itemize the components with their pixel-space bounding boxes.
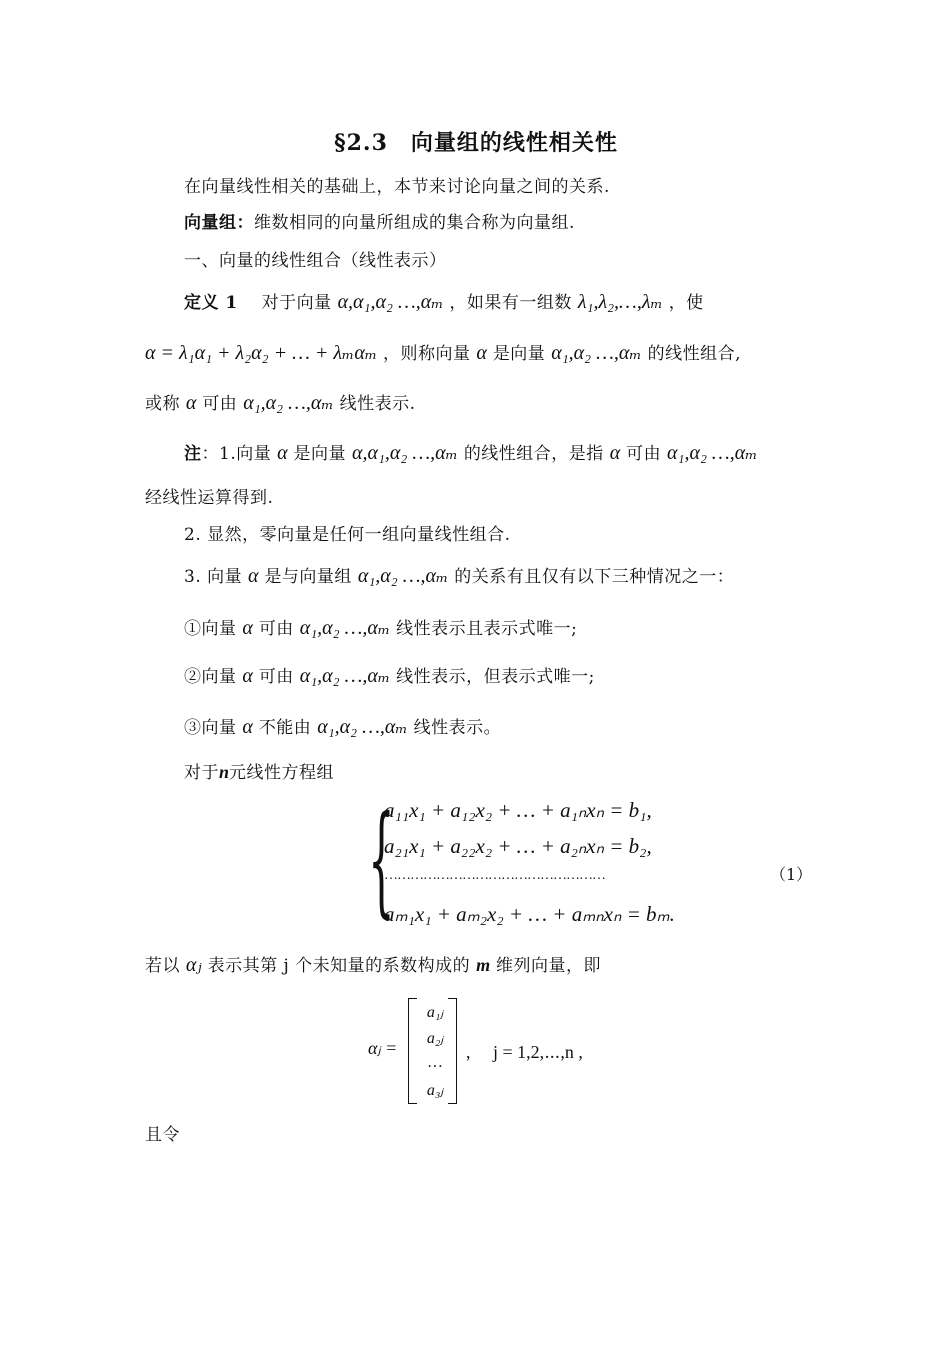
column-intro-text: 维列向量，即 — [496, 956, 601, 976]
vector-entry: a₃ⱼ — [426, 1082, 444, 1099]
vector-group-def-text: 维数相同的向量所组成的集合称为向量组. — [254, 213, 575, 233]
section-heading-linear-combination: 一、向量的线性组合（线性表示） — [184, 251, 447, 271]
definition-1-line-3 — [145, 391, 415, 416]
system-intro-text: 元线性方程组 — [229, 763, 335, 783]
system-intro-n: n — [219, 762, 230, 782]
case-3 — [184, 715, 501, 740]
case-text: 可由 — [258, 619, 294, 639]
def-text: 或称 — [145, 394, 180, 414]
vector-group-definition — [184, 211, 575, 235]
note-alpha: α — [609, 442, 621, 464]
case-1 — [184, 616, 577, 641]
note-vectors: α₁,α₂ …,αₘ — [357, 565, 449, 587]
case-alpha: α — [242, 665, 253, 687]
note-text: 的线性组合，是指 — [463, 444, 604, 464]
case-text: ①向量 — [184, 619, 237, 639]
note-text: ：1.向量 — [201, 444, 272, 464]
column-vector-definition — [368, 996, 628, 1106]
equation-number: （1） — [770, 865, 813, 884]
vector-entry: a₂ⱼ — [426, 1030, 444, 1047]
system-row-1: a₁₁x₁ + a₁₂x₂ + … + a₁ₙxₙ = b₁, — [384, 798, 652, 822]
system-row-2: a₂₁x₁ + a₂₂x₂ + … + a₂ₙxₙ = b₂, — [384, 834, 652, 858]
note-text: 可由 — [626, 444, 662, 464]
left-bracket — [408, 998, 417, 1104]
column-alpha-j: αⱼ — [185, 954, 202, 976]
def-alpha: α — [185, 392, 197, 414]
closing-text: 且令 — [145, 1125, 180, 1145]
def-scalars: λ₁,λ₂,…,λₘ — [577, 291, 663, 313]
note-text: 3. 向量 — [184, 567, 243, 587]
linear-system — [368, 791, 688, 934]
note-alpha: α — [277, 442, 288, 464]
case-text: 线性表示，但表示式唯一; — [396, 667, 595, 687]
def-alpha: α — [476, 342, 487, 364]
vector-group-term: 向量组： — [184, 213, 254, 233]
note-text: 的关系有且仅有以下三种情况之一： — [454, 567, 735, 587]
definition-1-line-2 — [145, 341, 741, 366]
def-equation: α = λ₁α₁ + λ₂α₂ + … + λₘαₘ — [145, 342, 378, 364]
def-text: ，则称向量 — [383, 344, 471, 364]
note-1-line-2: 经线性运算得到. — [145, 488, 274, 508]
def-text: 对于向量 — [261, 293, 332, 313]
note-label: 注 — [184, 444, 202, 464]
def-text: 可由 — [202, 394, 238, 414]
note-text: 是向量 — [293, 444, 347, 464]
intro-paragraph: 在向量线性相关的基础上，本节来讨论向量之间的关系. — [184, 177, 610, 197]
case-vectors: α₁,α₂ …,αₘ — [299, 617, 391, 639]
case-text: ③向量 — [184, 718, 237, 738]
case-text: 不能由 — [258, 718, 312, 738]
def-text: 是向量 — [492, 344, 546, 364]
column-vector-intro — [145, 953, 601, 978]
case-text: 线性表示且表示式唯一; — [396, 619, 578, 639]
column-intro-text: 若以 — [145, 956, 180, 976]
def-text: ，使 — [668, 293, 704, 313]
left-brace: { — [368, 791, 395, 930]
case-alpha: α — [242, 716, 253, 738]
note-alpha: α — [248, 565, 259, 587]
system-intro — [184, 760, 334, 785]
column-intro-text: 表示其第 j 个未知量的系数构成的 — [207, 956, 471, 976]
column-vector-label: αⱼ = — [368, 1038, 398, 1058]
def-vectors: α₁,α₂ …,αₘ — [551, 342, 642, 364]
note-3 — [184, 564, 734, 589]
note-1-line-1 — [184, 441, 757, 466]
note-text: 是与向量组 — [264, 567, 352, 587]
case-alpha: α — [242, 617, 253, 639]
right-bracket — [448, 998, 457, 1104]
def-text: ，如果有一组数 — [449, 293, 572, 313]
def-text: 的线性组合, — [647, 344, 741, 364]
system-row-ellipsis: …………………………………………… — [384, 868, 605, 883]
system-row-m: aₘ₁x₁ + aₘ₂x₂ + … + aₘₙxₙ = bₘ. — [384, 902, 675, 926]
note-vectors: α,α₁,α₂ …,αₘ — [351, 442, 458, 464]
system-intro-text: 对于 — [184, 763, 219, 783]
section-title: §2.3 向量组的线性相关性 — [334, 130, 618, 156]
note-vectors: α₁,α₂ …,αₘ — [667, 442, 758, 464]
column-intro-m: m — [476, 955, 491, 975]
vector-entry: … — [427, 1054, 443, 1071]
def-vectors: α,α₁,α₂ …,αₘ — [337, 291, 444, 313]
vector-entry: a₁ⱼ — [426, 1004, 444, 1021]
def-text: 线性表示. — [339, 394, 416, 414]
definition-label: 定义 1 — [184, 293, 238, 313]
case-vectors: α₁,α₂ …,αₘ — [299, 665, 391, 687]
case-2 — [184, 664, 595, 689]
case-vectors: α₁,α₂ …,αₘ — [317, 716, 408, 738]
case-text: 可由 — [258, 667, 294, 687]
case-text: ②向量 — [184, 667, 237, 687]
definition-1-line-1 — [184, 290, 704, 315]
case-text: 线性表示。 — [413, 718, 502, 738]
def-vectors: α₁,α₂ …,αₘ — [243, 392, 334, 414]
note-2: 2. 显然，零向量是任何一组向量线性组合. — [184, 525, 511, 545]
index-range: , j = 1,2,⋯,n , — [466, 1042, 583, 1062]
